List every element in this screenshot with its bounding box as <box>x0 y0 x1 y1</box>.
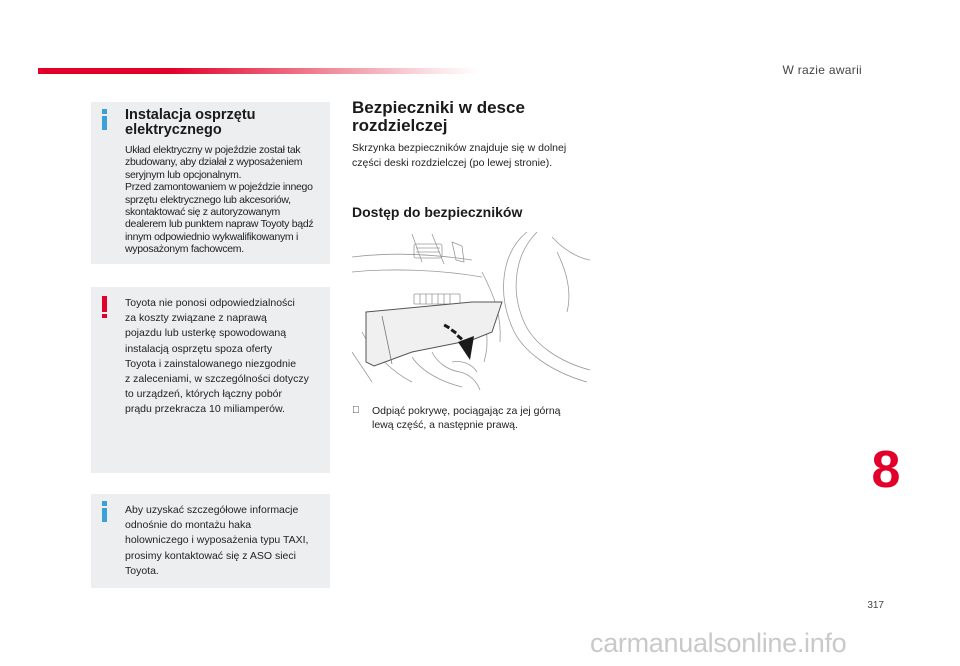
section-title: Bezpieczniki w desce rozdzielczej <box>352 98 525 135</box>
info-icon <box>101 501 107 522</box>
info-box-electrical-accessories <box>91 102 330 264</box>
warning-icon <box>101 296 107 318</box>
chapter-title: W razie awarii <box>782 63 862 77</box>
section-intro: Skrzynka bezpieczników znajduje się w dolnej części deski rozdzielczej (po lewej stronie). <box>352 142 567 169</box>
header-accent-bar <box>38 68 480 74</box>
step-instruction: Odpiąć pokrywę, pociągając za jej górną lewą część, a następnie prawą. <box>352 404 592 432</box>
fuse-box-illustration <box>352 232 592 392</box>
subsection-title: Dostęp do bezpieczników <box>352 204 523 220</box>
warning-box-text: Toyota nie ponosi odpowiedzialności za koszty związane z naprawą pojazdu lub usterkę spowodowaną instalacją osprzętu spoza oferty Toyota i zainstalowanego niezgodnie z zaleceniami, w szczególności dotyczy to urządzeń, których łączny pobór prądu przekracza 10 miliamperów. <box>125 297 309 416</box>
info-box-towbar-taxi <box>91 494 330 588</box>
warning-box-liability <box>91 287 330 473</box>
chapter-number: 8 <box>871 441 901 499</box>
info-box-title: Instalacja osprzętu elektrycznego <box>125 107 256 138</box>
info-box-text: Aby uzyskać szczegółowe informacje odnośnie do montażu haka holowniczego i wyposażenia typu TAXI, prosimy kontaktować się z ASO sieci Toyota. <box>125 504 309 577</box>
info-icon <box>101 109 107 130</box>
info-box-text: Układ elektryczny w pojeździe został tak zbudowany, aby działał z wyposażeniem seryjnym lub opcjonalnym. Przed zamontowaniem w pojeździe innego sprzętu elektrycznego lub akcesoriów, skontaktować się z autoryzowanym dealerem lub punktem napraw Toyoty bądź innym odpowiednio wykwalifikowanym i wyposażonym fachowcem. <box>125 144 314 256</box>
step-bullet-icon <box>352 404 360 418</box>
dashboard-line-drawing <box>352 232 592 392</box>
page-number: 317 <box>867 600 884 611</box>
footer-watermark: carmanualsonline.info <box>590 628 847 658</box>
